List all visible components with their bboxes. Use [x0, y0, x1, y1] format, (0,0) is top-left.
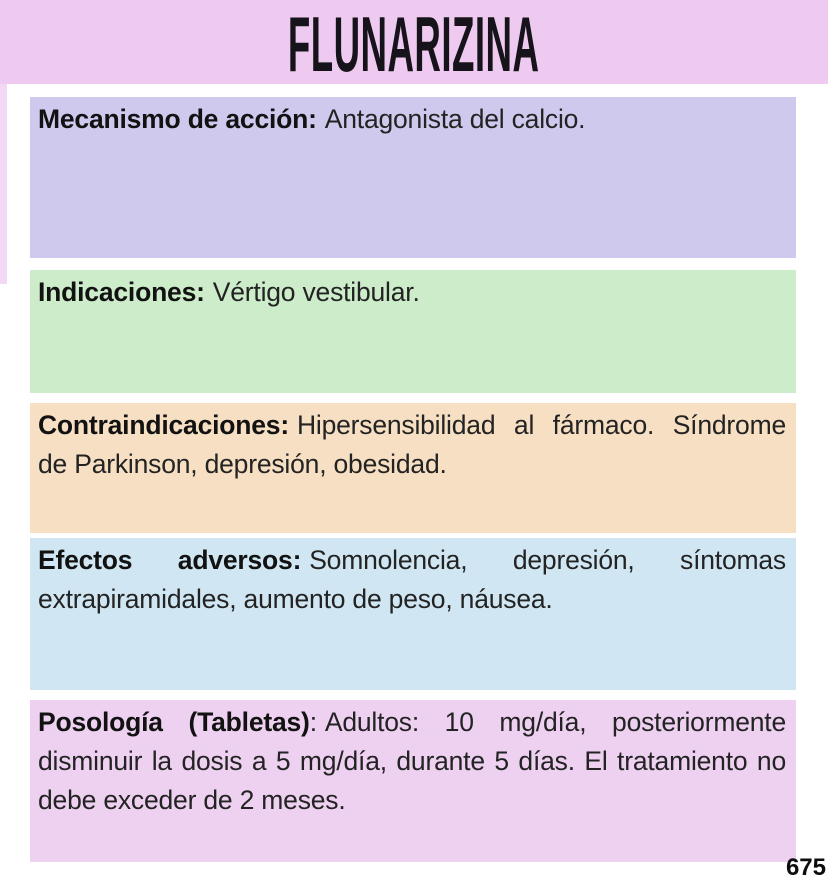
- section-label: Mecanismo de acción:: [38, 104, 317, 134]
- page-title: FLUNARIZINA: [288, 0, 540, 88]
- section-label: Posología (Tabletas):: [38, 707, 317, 737]
- section-indicaciones: [30, 270, 796, 393]
- section-label: Indicaciones:: [38, 277, 205, 307]
- section-label: Efectos adversos:: [38, 545, 302, 575]
- section-text: Somnolencia, depresión, síntomas extrapiramidales, aumento de peso, náusea.: [38, 545, 786, 614]
- section-text: Adultos: 10 mg/día, posteriormente disminuir la dosis a 5 mg/día, durante 5 días. El tratamiento no debe exceder de 2 meses.: [38, 707, 786, 815]
- section-posologia: [30, 700, 796, 862]
- section-label: Contraindicaciones:: [38, 410, 289, 440]
- section-efectos-adversos: [30, 538, 796, 690]
- section-text: Hipersensibilidad al fármaco. Síndrome de Parkinson, depresión, obesidad.: [38, 410, 786, 479]
- header-banner: [0, 0, 828, 88]
- page-number: 675: [785, 854, 826, 881]
- section-text: Vértigo vestibular.: [212, 277, 420, 307]
- section-mecanismo-de-accion: [30, 97, 796, 258]
- section-contraindicaciones: [30, 403, 796, 533]
- left-edge-accent: [0, 84, 7, 284]
- section-text: Antagonista del calcio.: [324, 104, 586, 134]
